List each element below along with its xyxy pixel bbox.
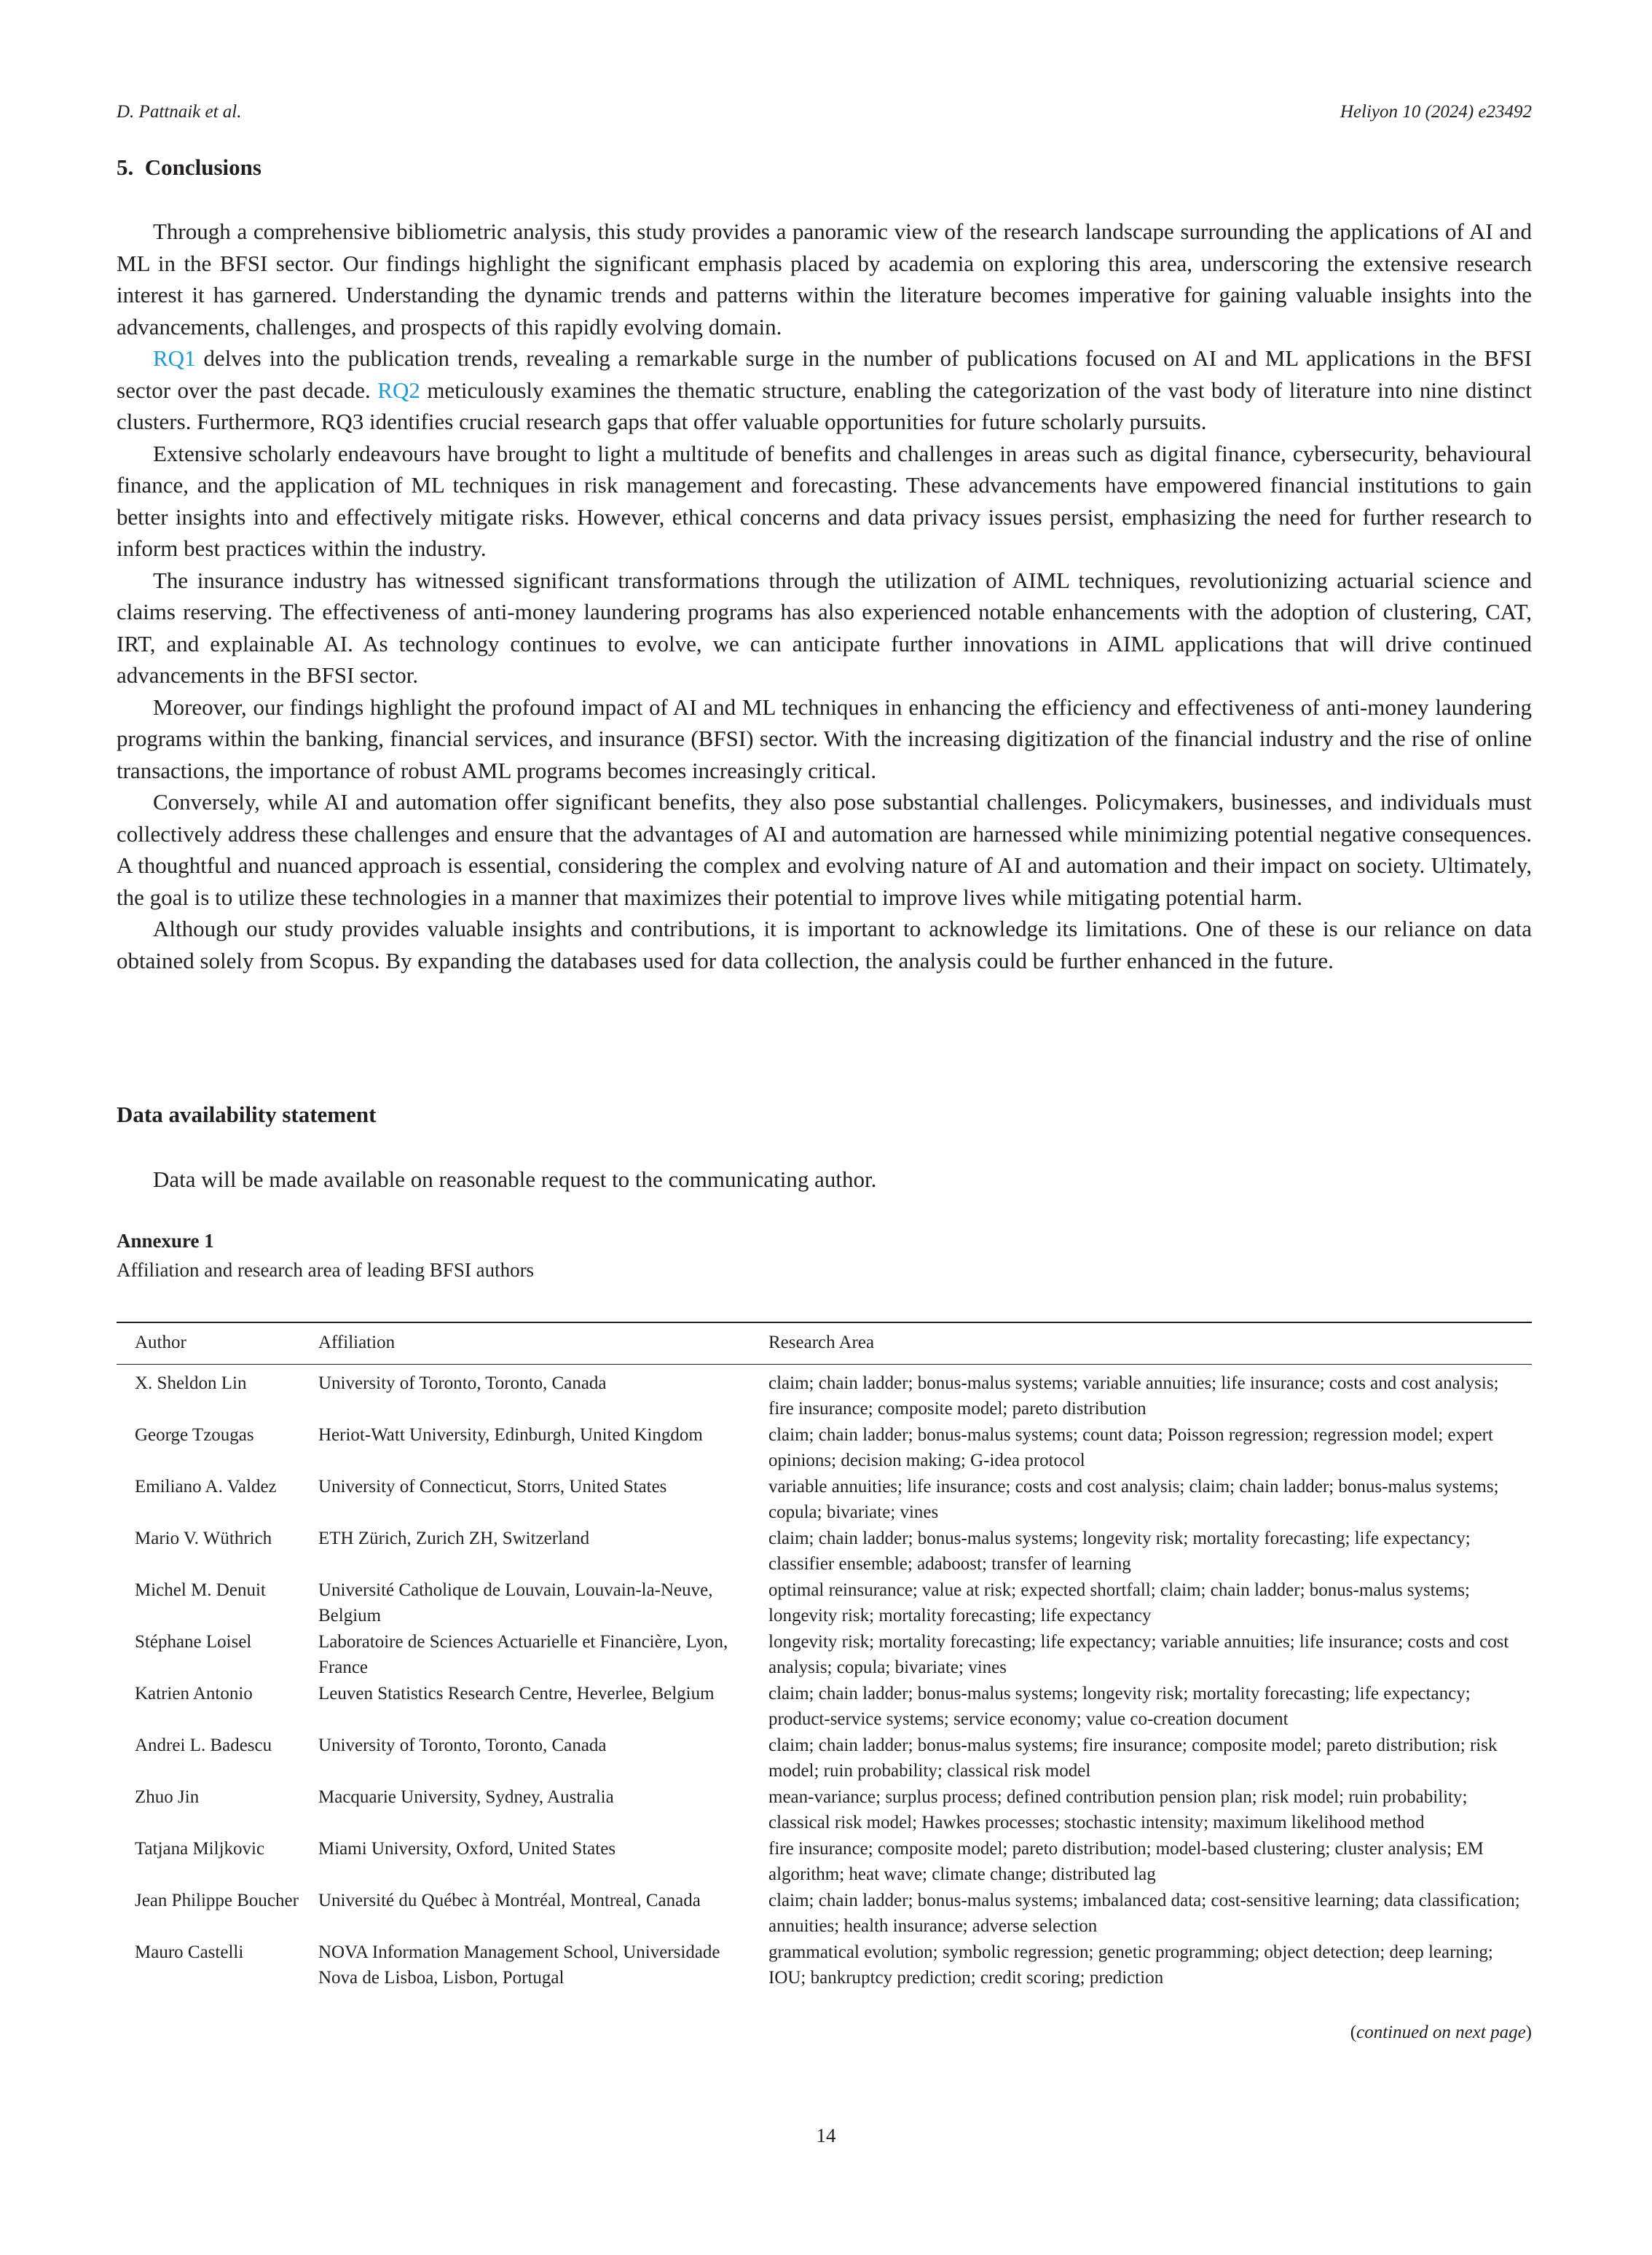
- affiliation-cell: University of Toronto, Toronto, Canada: [318, 1373, 607, 1393]
- author-cell: [117, 1888, 318, 1940]
- paragraph-4: The insurance industry has witnessed significant transformations through the utilization of AIML techniques, revolutionizing actuarial science and claims reserving. The effectiveness of anti-money laundering programs has also experienced notable enhancements with the adoption of clustering, CAT, IRT, and explainable AI. As technology continues to evolve, we can anticipate further innovations in AIML applications that will drive continued advancements in the BFSI sector.: [117, 567, 1532, 688]
- table-row: [117, 1784, 1532, 1836]
- header-journal: Heliyon 10 (2024) e23492: [1340, 102, 1532, 122]
- author-name: Michel M. Denuit: [135, 1580, 266, 1600]
- conclusions-body: [117, 216, 1532, 976]
- author-name: Katrien Antonio: [135, 1683, 253, 1703]
- research-area-cell: claim; chain ladder; bonus-malus systems; variable annuities; life insurance; costs and cost analysis; fire insurance; composite model; pareto distribution: [768, 1373, 1499, 1419]
- column-header-author: Author: [117, 1322, 318, 1364]
- affiliation-cell: Université Catholique de Louvain, Louvain-la-Neuve, Belgium: [318, 1580, 713, 1625]
- affiliation-cell: ETH Zürich, Zurich ZH, Switzerland: [318, 1528, 590, 1548]
- author-cell: [117, 1629, 318, 1681]
- affiliation-cell: Université du Québec à Montréal, Montreal, Canada: [318, 1890, 701, 1910]
- page-number: 14: [816, 2125, 836, 2146]
- author-cell: [117, 1733, 318, 1784]
- author-cell: [117, 1526, 318, 1577]
- annexure-title: Annexure 1: [117, 1230, 214, 1252]
- author-cell: [117, 1940, 318, 1991]
- affiliation-cell: University of Toronto, Toronto, Canada: [318, 1735, 607, 1755]
- research-area-cell: optimal reinsurance; value at risk; expected shortfall; claim; chain ladder; bonus-malus systems; longevity risk; mortality forecasting; life expectancy: [768, 1580, 1470, 1625]
- author-cell: [117, 1681, 318, 1733]
- table-row: [117, 1526, 1532, 1577]
- table-row: [117, 1422, 1532, 1474]
- research-area-cell: longevity risk; mortality forecasting; life expectancy; variable annuities; life insurance; costs and cost analysis; copula; bivariate; vines: [768, 1631, 1509, 1677]
- table-row: [117, 1940, 1532, 1991]
- affiliation-cell: Heriot-Watt University, Edinburgh, United Kingdom: [318, 1424, 703, 1445]
- continued-note: (continued on next page): [1350, 2023, 1532, 2042]
- running-header: [117, 102, 1532, 127]
- authors-table: [117, 1322, 1532, 1991]
- header-authors: D. Pattnaik et al.: [117, 102, 242, 122]
- research-area-cell: claim; chain ladder; bonus-malus systems; longevity risk; mortality forecasting; life expectancy; product-service systems; service economy; value co-creation document: [768, 1683, 1471, 1729]
- author-name: Andrei L. Badescu: [135, 1735, 272, 1755]
- author-name: Zhuo Jin: [135, 1787, 200, 1807]
- table-body: [117, 1364, 1532, 1991]
- table-row: [117, 1888, 1532, 1940]
- column-header-research-area: Research Area: [768, 1322, 1532, 1364]
- author-cell: [117, 1364, 318, 1422]
- table-row: [117, 1681, 1532, 1733]
- affiliation-cell: Leuven Statistics Research Centre, Heverlee, Belgium: [318, 1683, 715, 1703]
- author-cell: [117, 1474, 318, 1526]
- rq2-link[interactable]: RQ2: [377, 377, 420, 403]
- rq1-link[interactable]: RQ1: [153, 345, 196, 371]
- paragraph-5: Moreover, our findings highlight the profound impact of AI and ML techniques in enhancing the efficiency and effectiveness of anti-money laundering programs within the banking, financial services, and insurance (BFSI) sector. With the increasing digitization of the financial industry and the rise of online transactions, the importance of robust AML programs becomes increasingly critical.: [117, 694, 1532, 783]
- author-cell: [117, 1784, 318, 1836]
- paragraph-1: Through a comprehensive bibliometric analysis, this study provides a panoramic view of the research landscape surrounding the applications of AI and ML in the BFSI sector. Our findings highlight the significant emphasis placed by academia on exploring this area, underscoring the extensive research interest it has garnered. Understanding the dynamic trends and patterns within the literature becomes imperative for gaining valuable insights into the advancements, challenges, and prospects of this rapidly evolving domain.: [117, 219, 1532, 340]
- author-name: Tatjana Miljkovic: [135, 1838, 265, 1859]
- author-name: X. Sheldon Lin: [135, 1373, 247, 1393]
- research-area-cell: grammatical evolution; symbolic regression; genetic programming; object detection; deep learning; IOU; bankruptcy prediction; credit scoring; prediction: [768, 1942, 1493, 1988]
- author-name: Mauro Castelli: [135, 1942, 244, 1962]
- author-name: Emiliano A. Valdez: [135, 1476, 277, 1497]
- affiliation-cell: Macquarie University, Sydney, Australia: [318, 1787, 614, 1807]
- research-area-cell: fire insurance; composite model; pareto distribution; model-based clustering; cluster analysis; EM algorithm; heat wave; climate change; distributed lag: [768, 1838, 1484, 1884]
- author-name: George Tzougas: [135, 1424, 254, 1445]
- table-row: [117, 1629, 1532, 1681]
- research-area-cell: variable annuities; life insurance; costs and cost analysis; claim; chain ladder; bonus-malus systems; copula; bivariate; vines: [768, 1476, 1499, 1522]
- table-row: [117, 1577, 1532, 1629]
- section-number: 5.: [117, 154, 134, 180]
- author-cell: [117, 1422, 318, 1474]
- affiliation-cell: NOVA Information Management School, Universidade Nova de Lisboa, Lisbon, Portugal: [318, 1942, 720, 1988]
- data-availability-text: Data will be made available on reasonable request to the communicating author.: [153, 1166, 877, 1192]
- section-heading: [117, 154, 261, 181]
- author-name: Mario V. Wüthrich: [135, 1528, 272, 1548]
- paragraph-2-part-a: delves into the publication trends, revealing a remarkable surge in the number of publications focused on AI and ML applications in the BFSI sector over the past decade.: [117, 345, 1532, 403]
- table-row: [117, 1733, 1532, 1784]
- research-area-cell: claim; chain ladder; bonus-malus systems; fire insurance; composite model; pareto distribution; risk model; ruin probability; classical risk model: [768, 1735, 1498, 1781]
- table-row: [117, 1836, 1532, 1888]
- research-area-cell: claim; chain ladder; bonus-malus systems; count data; Poisson regression; regression model; expert opinions; decision making; G-idea protocol: [768, 1424, 1493, 1470]
- paragraph-2-part-b: meticulously examines the thematic structure, enabling the categorization of the vast body of literature into nine distinct clusters. Furthermore, RQ3 identifies crucial research gaps that offer valuable opportunities for future scholarly pursuits.: [117, 377, 1532, 434]
- authors-table-wrapper: [117, 1322, 1532, 1991]
- data-availability-heading: Data availability statement: [117, 1102, 377, 1127]
- paragraph-2: [117, 342, 1532, 438]
- author-cell: [117, 1836, 318, 1888]
- research-area-cell: claim; chain ladder; bonus-malus systems; imbalanced data; cost-sensitive learning; data classification; annuities; health insurance; adverse selection: [768, 1890, 1520, 1936]
- author-cell: [117, 1577, 318, 1629]
- affiliation-cell: Laboratoire de Sciences Actuarielle et Financière, Lyon, France: [318, 1631, 728, 1677]
- author-name: Jean Philippe Boucher: [135, 1890, 299, 1910]
- author-name: Stéphane Loisel: [135, 1631, 252, 1652]
- column-header-affiliation: Affiliation: [318, 1322, 768, 1364]
- paragraph-6: Conversely, while AI and automation offer significant benefits, they also pose substantial challenges. Policymakers, businesses, and individuals must collectively address these challenges and ensure that the advantages of AI and automation are harnessed while minimizing potential negative consequences. A thoughtful and nuanced approach is essential, considering the complex and evolving nature of AI and automation and their impact on society. Ultimately, the goal is to utilize these technologies in a manner that maximizes their potential to improve lives while mitigating potential harm.: [117, 789, 1532, 910]
- paragraph-7: Although our study provides valuable insights and contributions, it is important to acknowledge its limitations. One of these is our reliance on data obtained solely from Scopus. By expanding the databases used for data collection, the analysis could be further enhanced in the future.: [117, 916, 1532, 973]
- paragraph-3: Extensive scholarly endeavours have brought to light a multitude of benefits and challenges in areas such as digital finance, cybersecurity, behavioural finance, and the application of ML techniques in risk management and forecasting. These advancements have empowered financial institutions to gain better insights into and effectively mitigate risks. However, ethical concerns and data privacy issues persist, emphasizing the need for further research to inform best practices within the industry.: [117, 440, 1532, 561]
- research-area-cell: claim; chain ladder; bonus-malus systems; longevity risk; mortality forecasting; life expectancy; classifier ensemble; adaboost; transfer of learning: [768, 1528, 1471, 1574]
- table-header-row: [117, 1322, 1532, 1364]
- affiliation-cell: University of Connecticut, Storrs, United States: [318, 1476, 667, 1497]
- research-area-cell: mean-variance; surplus process; defined contribution pension plan; risk model; ruin probability; classical risk model; Hawkes processes; stochastic intensity; maximum likelihood method: [768, 1787, 1468, 1832]
- table-row: [117, 1474, 1532, 1526]
- continued-text: continued on next page: [1356, 2023, 1526, 2042]
- table-row: [117, 1364, 1532, 1422]
- affiliation-cell: Miami University, Oxford, United States: [318, 1838, 616, 1859]
- annexure-caption: Affiliation and research area of leading BFSI authors: [117, 1259, 535, 1281]
- section-title: Conclusions: [144, 154, 261, 180]
